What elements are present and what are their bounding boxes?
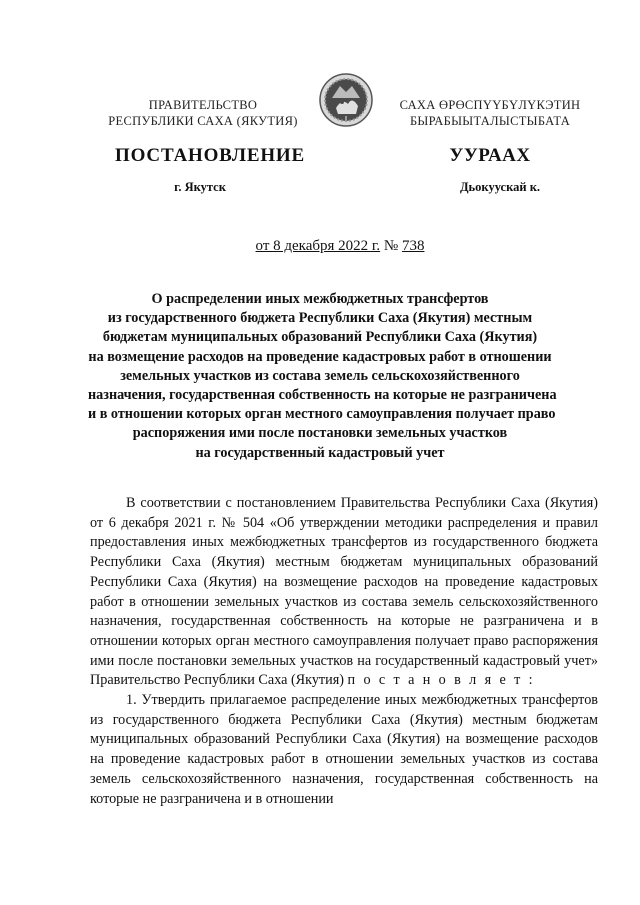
- document-heading: [88, 290, 557, 463]
- body-paragraph-preamble: [90, 494, 598, 691]
- org-line: ПРАВИТЕЛЬСТВО: [148, 98, 258, 112]
- heading-line: земельных участков из состава земель сельскохозяйственного: [120, 367, 520, 384]
- heading-line: из государственного бюджета Республики Саха (Якутия) местным: [107, 310, 533, 327]
- government-name-ru: [78, 97, 328, 129]
- city-ru: г. Якутск: [174, 180, 226, 194]
- heading-line: на возмещение расходов на проведение кадастровых работ в отношении: [88, 348, 552, 365]
- heading-line: на государственный кадастровый учет: [195, 444, 445, 461]
- document-type-title-sakha: УУРААХ: [449, 145, 531, 166]
- decree-word: п о с т а н о в л я е т :: [347, 672, 535, 689]
- document-number: 738: [401, 238, 425, 254]
- org-line: РЕСПУБЛИКИ САХА (ЯКУТИЯ): [108, 114, 298, 128]
- government-name-sakha: [385, 97, 595, 129]
- heading-line: О распределении иных межбюджетных трансфертов: [151, 291, 489, 307]
- city-sakha: Дьокуускай к.: [459, 180, 541, 194]
- org-line: БЫРАБЫЫТАЛЫСТЫБАТА: [409, 114, 571, 128]
- heading-line: бюджетам муниципальных образований Республики Саха (Якутия): [102, 329, 538, 346]
- heading-line: и в отношении которых орган местного самоуправления получает право: [88, 406, 556, 423]
- body-paragraph-item-1: 1. Утвердить прилагаемое распределение иных межбюджетных трансфертов из государственного бюджета Республики Саха (Якутия) местным бюджетам муниципальных образований Республики Саха (Якутия) на возмещение расходов на проведение кадастровых работ в отношении земельных участков из состава земель сельскохозяйственного назначения, государственная собственность на которые не разграничена и в отношении: [90, 692, 598, 807]
- date-and-number: [200, 238, 480, 255]
- heading-line: назначения, государственная собственность на которые не разграничена: [88, 387, 557, 404]
- document-body: [90, 494, 598, 809]
- heading-line: распоряжения ими после постановки земельных участков: [132, 425, 508, 442]
- document-type-title-ru: ПОСТАНОВЛЕНИЕ: [115, 145, 305, 166]
- preamble-text: В соответствии с постановлением Правительства Республики Саха (Якутия) от 6 декабря 2021 г. № 504 «Об утверждении методики распределения и правил предоставления иных межбюджетных трансфертов из государственного бюджета Республики Саха (Якутия) местным бюджетам муниципальных образований Республики Саха (Якутия) на возмещение расходов на проведение кадастровых работ в отношении земельных участков из состава земель сельскохозяйственного назначения, государственная собственность на которые не разграничена и в отношении которых орган местного самоуправления получает право распоряжения ими после постановки земельных участков на государственный кадастровый учет» Правительство Республики Саха (Якутия): [90, 495, 598, 689]
- document-date: от 8 декабря 2022 г.: [255, 238, 381, 254]
- org-line: САХА ӨРӨСПҮҮБҮЛҮКЭТИН: [399, 98, 581, 112]
- number-sign: №: [383, 238, 399, 254]
- coat-of-arms-icon: [318, 72, 374, 128]
